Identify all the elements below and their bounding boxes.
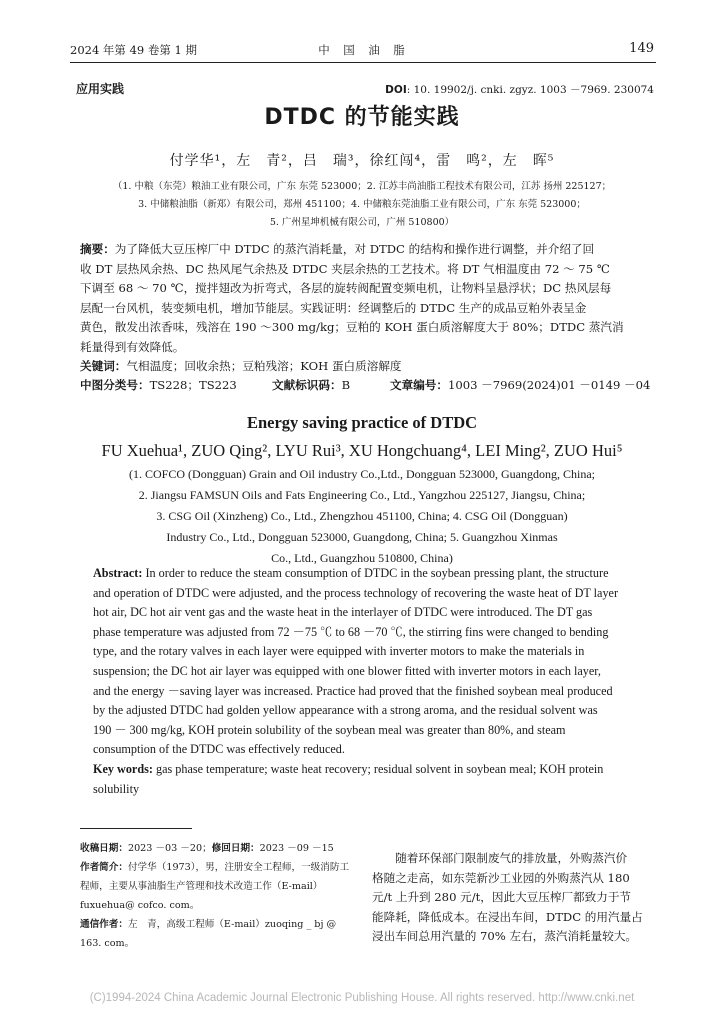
- abstract-cn-line: 为了降低大豆压榨厂中 DTDC 的蒸汽消耗量，对 DTDC 的结构和操作进行调整，并介绍了回: [114, 242, 595, 256]
- journal-name: 中 国 油 脂: [318, 43, 406, 57]
- abstract-cn-line: 黄色，散发出浓香味，残溶在 190 ～300 mg/kg；豆粕的 KOH 蛋白质溶解度大于 80%；DTDC 蒸汽消: [80, 320, 624, 334]
- body-line: 元/t 上升到 280 元/t，因此大豆压榨厂都致力于节: [372, 890, 632, 904]
- abstract-cn-line: 收 DT 层热风余热、DC 热风尾气余热及 DTDC 夹层余热的工艺技术。将 DT 气相温度由 72 ～ 75 ℃: [80, 261, 610, 276]
- affiliation-en-line: Co., Ltd., Guangzhou 510800, China): [271, 551, 453, 565]
- bio-line: 付学华（1973），男，注册安全工程师，一级消防工: [127, 862, 350, 873]
- abstract-en-line: by the adjusted DTDC had golden yellow appearance with a strong aroma, and the residual solvent was: [93, 703, 598, 718]
- body-line: 能降耗，降低成本。在浸出车间，DTDC 的用汽量占: [372, 909, 643, 924]
- corr-line[interactable]: 163. com。: [80, 938, 135, 949]
- affiliation-en-line: Industry Co., Ltd., Dongguan 523000, Guangdong, China; 5. Guangzhou Xinmas: [166, 530, 558, 544]
- abstract-en-label: Abstract:: [93, 566, 143, 580]
- footnote-rule: [80, 828, 192, 829]
- abstract-cn-line: 下调至 68 ～ 70 ℃，搅拌翅改为折弯式，各层的旋转阀配置变频电机，让物料呈悬浮状；DC 热风层每: [80, 281, 612, 295]
- abstract-en-line: type, and the rotary valves in each layer were equipped with inverter motors to make the materials in: [93, 644, 585, 659]
- body-line: 格随之走高，如东莞新沙工业园的外购蒸汽从 180: [372, 870, 630, 885]
- abstract-cn-label: 摘要：: [80, 242, 115, 256]
- abstract-en-line: and operation of DTDC were adjusted, and the process technology of recovering the waste heat of DT layer: [93, 585, 619, 600]
- header-rule: [70, 62, 656, 63]
- body-line: 浸出车间总用汽量的 70% 左右，蒸汽消耗量较大。: [372, 929, 638, 943]
- art-value: 1003 －7969(2024)01 －0149 －04: [447, 378, 651, 392]
- revised-value: 2023 －09 －15: [259, 843, 334, 854]
- keywords-cn-label: 关键词：: [80, 359, 127, 373]
- affiliation-cn-line: （1. 中粮（东莞）粮油工业有限公司，广东 东莞 523000；2. 江苏丰尚油脂工程技术有限公司，江苏 扬州 225127；: [112, 181, 612, 192]
- affiliation-en-line: 2. Jiangsu FAMSUN Oils and Fats Engineering Co., Ltd., Yangzhou 225127, Jiangsu, China;: [138, 488, 586, 502]
- affiliation-en-line: (1. COFCO (Dongguan) Grain and Oil industry Co.,Ltd., Dongguan 523000, Guangdong, China;: [129, 467, 595, 481]
- clc-value: TS228；TS223: [149, 378, 237, 392]
- page-number: 149: [629, 41, 654, 56]
- keywords-en-value: gas phase temperature; waste heat recovery; residual solvent in soybean meal; KOH protein: [155, 761, 604, 776]
- keywords-cn: [80, 358, 402, 374]
- doi-value: : 10. 19902/j. cnki. zgyz. 1003 －7969. 230074: [406, 84, 654, 96]
- corr-label: 通信作者：: [80, 919, 128, 930]
- bio-line: 程师，主要从事油脂生产管理和技术改造工作（E-mail）: [80, 881, 323, 892]
- section-label: 应用实践: [76, 82, 125, 96]
- doi-label: DOI: [385, 84, 407, 96]
- received-value: 2023 －03 －20；: [127, 843, 212, 854]
- abstract-cn-line: 层配一台风机，装变频电机，增加节能层。实践证明：经调整后的 DTDC 生产的成品豆粕外表呈金: [80, 300, 587, 315]
- body-line: 随着环保部门限制废气的排放量，外购蒸汽价: [395, 851, 628, 865]
- abstract-en-line: 190 － 300 mg/kg, KOH protein solubility of the soybean meal was greater than 80%, and steam: [93, 722, 566, 737]
- corr-line[interactable]: 左 青，高级工程师（E-mail）zuoqing _ bj @: [127, 919, 337, 930]
- abstract-en-line: hot air, DC hot air vent gas and the waste heat in the interlayer of DTDC were introduced. The DT gas: [93, 605, 593, 620]
- abstract-en-line: and the energy －saving layer was increased. Practice had proved that the finished soybean meal produced: [93, 683, 613, 698]
- document-code: [272, 377, 350, 393]
- affiliation-en-line: 3. CSG Oil (Xinzheng) Co., Ltd., Zhengzhou 451100, China; 4. CSG Oil (Dongguan): [156, 509, 568, 523]
- keywords-cn-value: 气相温度；回收余热；豆粕残溶；KOH 蛋白质溶解度: [126, 359, 402, 373]
- art-label: 文章编号：: [390, 378, 448, 392]
- authors-en: FU Xuehua¹, ZUO Qing², LYU Rui³, XU Hongchuang⁴, LEI Ming², ZUO Hui⁵: [101, 441, 623, 460]
- clc-label: 中图分类号：: [80, 378, 150, 392]
- received-label: 收稿日期：: [80, 843, 128, 854]
- title-en: Energy saving practice of DTDC: [246, 413, 478, 432]
- abstract-en-line: consumption of the DTDC was effectively reduced.: [93, 742, 345, 757]
- article-number: [390, 377, 650, 393]
- abstract-en: [93, 564, 633, 799]
- authors-cn: 付学华¹，左 青²，吕 瑞³，徐红闯⁴，雷 鸣²，左 晖⁵: [169, 153, 555, 169]
- doi[interactable]: [385, 82, 654, 97]
- copyright-footer: (C)1994-2024 China Academic Journal Electronic Publishing House. All rights reserved. http://www.cnki.net: [89, 992, 635, 1004]
- journal-issue: 2024 年第 49 卷第 1 期: [70, 43, 197, 57]
- keywords-en-label: Key words:: [93, 761, 153, 776]
- keywords-en-value: solubility: [93, 781, 140, 796]
- abstract-cn: [80, 240, 646, 357]
- abstract-en-line: In order to reduce the steam consumption of DTDC in the soybean pressing plant, the structure: [145, 566, 609, 580]
- affiliation-cn-line: 3. 中储粮油脂（新郑）有限公司，郑州 451100；4. 中储粮东莞油脂工业有限公司，广东 东莞 523000；: [138, 199, 586, 210]
- abstract-cn-line: 耗量得到有效降低。: [80, 339, 185, 354]
- page-title: DTDC 的节能实践: [264, 105, 460, 130]
- footnote: [80, 839, 355, 953]
- doc-value: B: [341, 378, 351, 392]
- clc-number: [80, 377, 237, 393]
- bio-line[interactable]: fuxuehua@ cofco. com。: [80, 900, 200, 911]
- body-text: [372, 849, 658, 947]
- doc-label: 文献标识码：: [272, 378, 342, 392]
- bio-label: 作者简介：: [80, 862, 128, 873]
- revised-label: 修回日期：: [211, 843, 260, 854]
- abstract-en-line: suspension; the DC hot air layer was equipped with one blower fitted with inverter motors in each layer,: [93, 663, 601, 678]
- abstract-en-line: phase temperature was adjusted from 72 －75 ℃ to 68 －70 ℃, the stirring fins were changed to bending: [93, 624, 609, 639]
- affiliation-cn-line: 5. 广州星坤机械有限公司，广州 510800）: [269, 217, 455, 228]
